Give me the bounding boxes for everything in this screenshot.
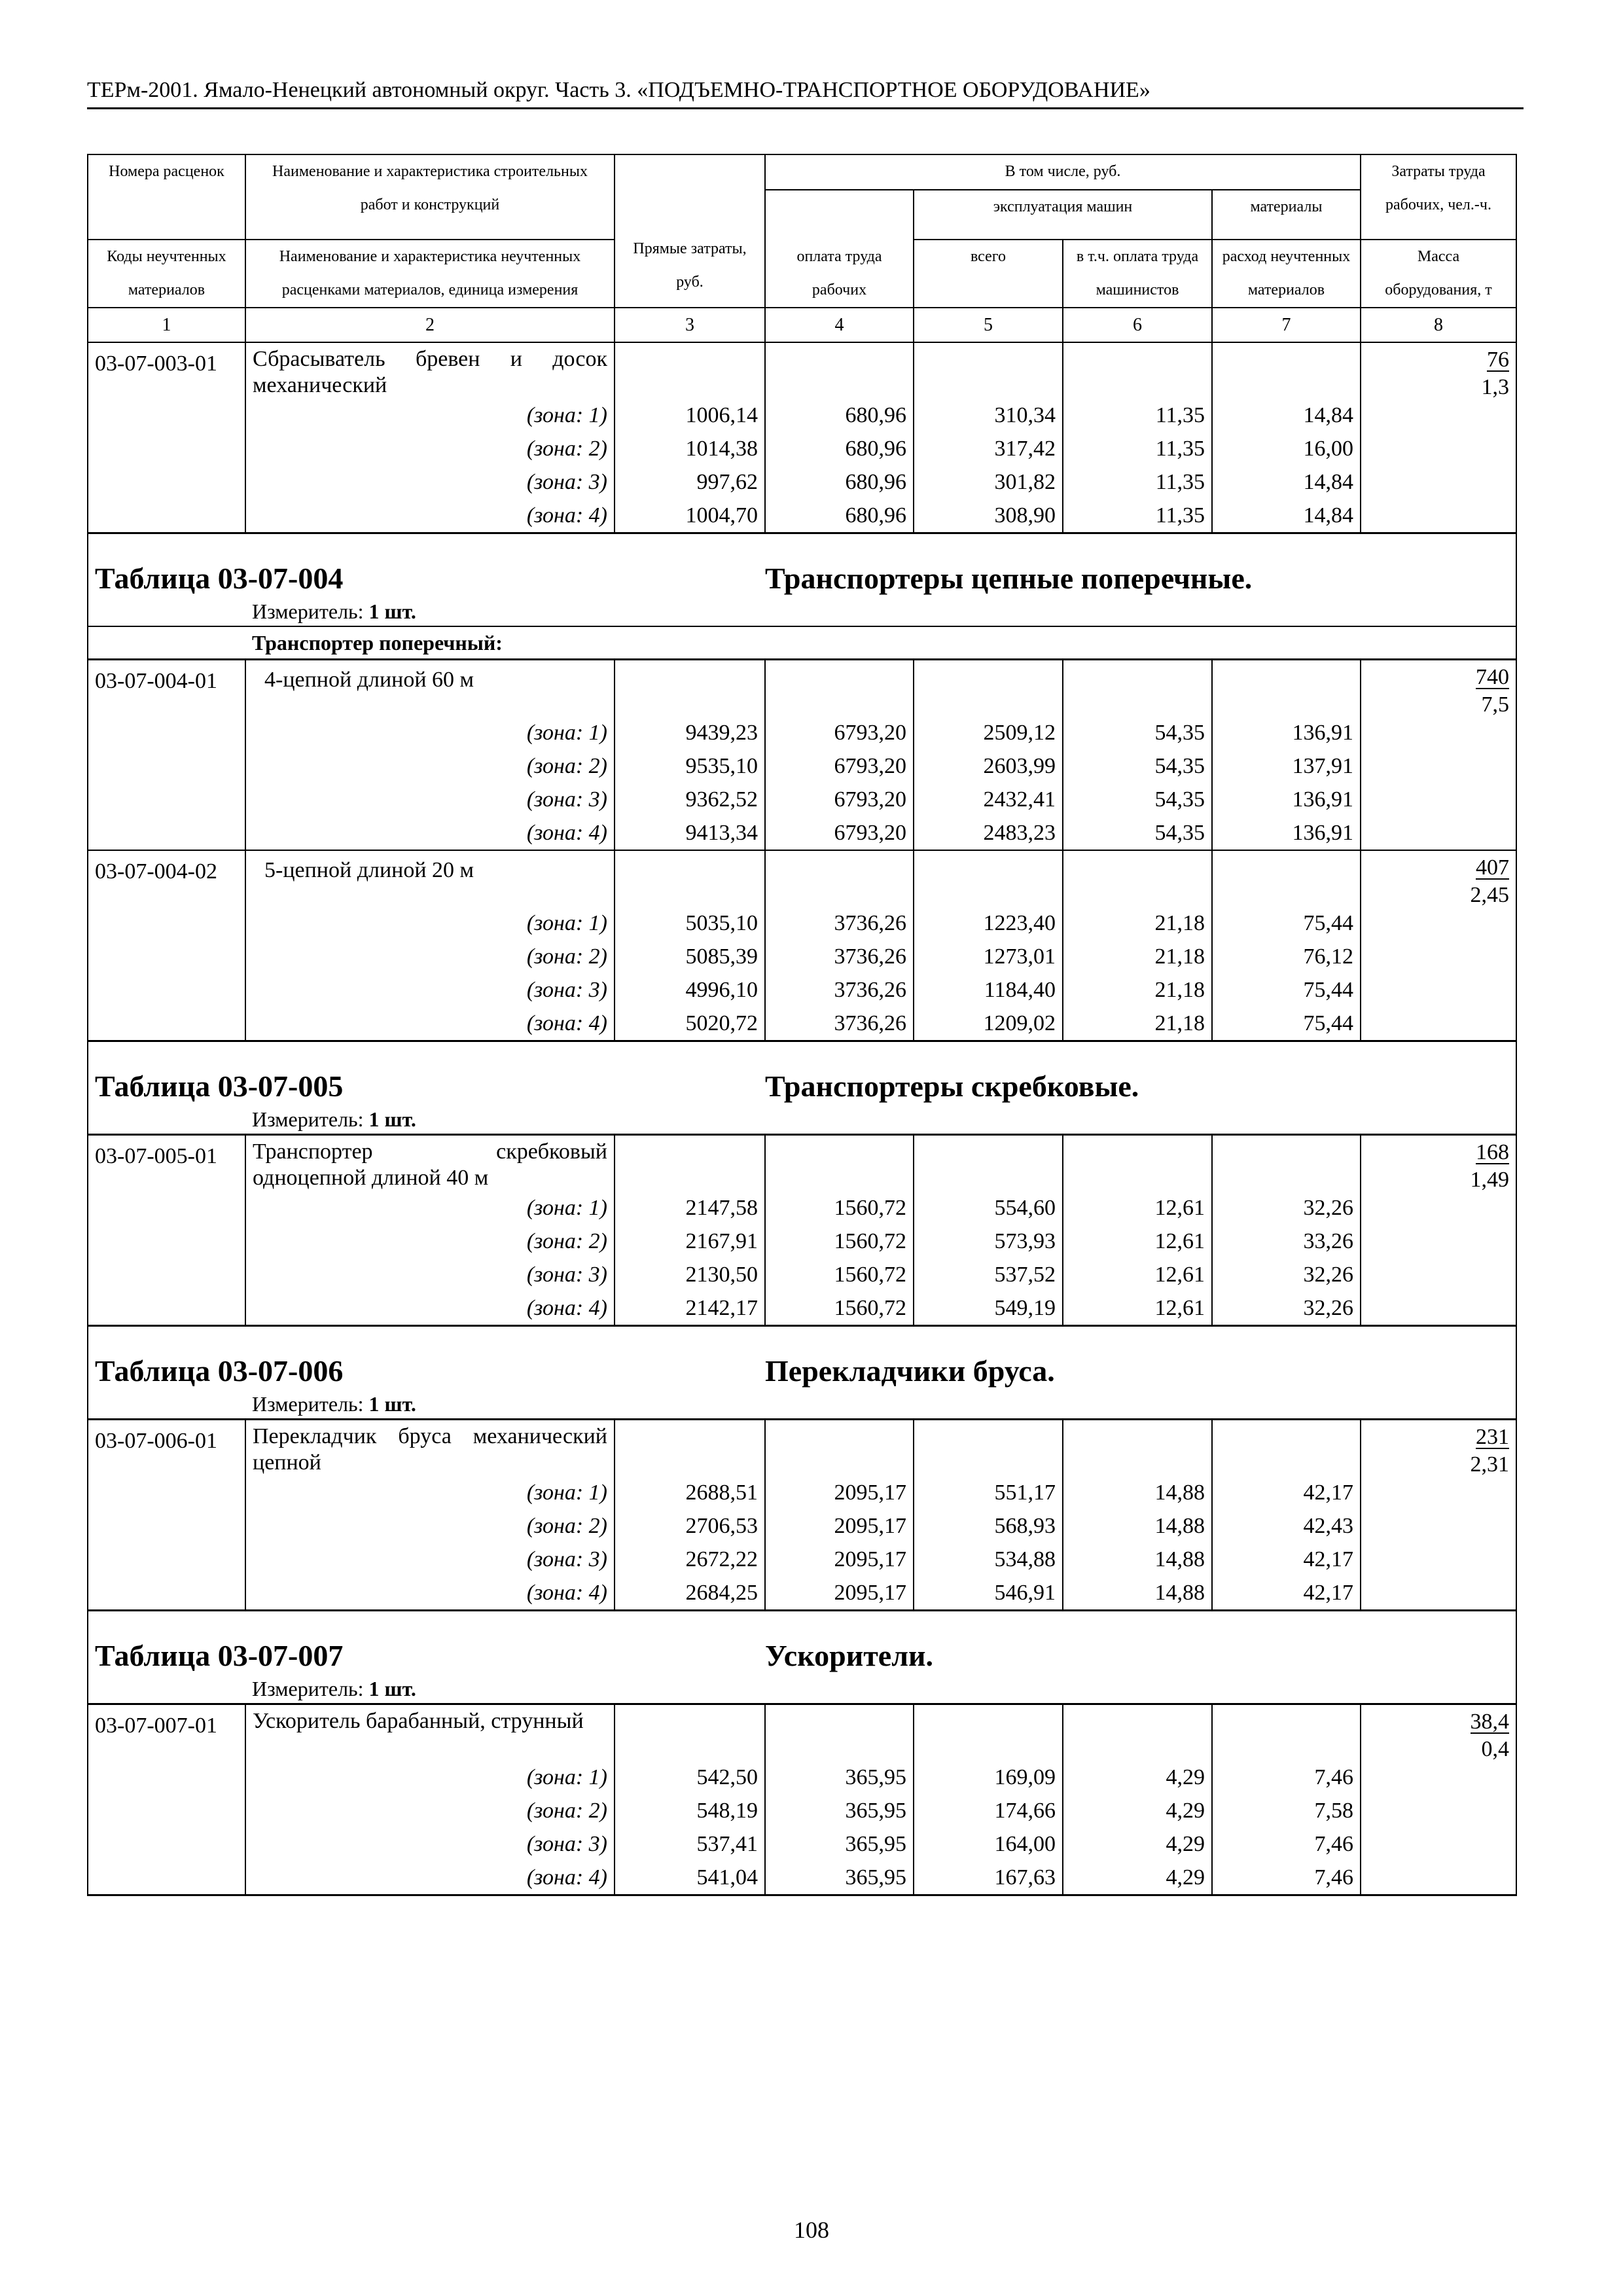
rate-code: 03-07-005-01 (88, 1135, 245, 1192)
mass-value: 2,31 (1470, 1452, 1509, 1477)
measure: Измеритель: 1 шт. (245, 597, 1516, 626)
column-number: 7 (1212, 308, 1361, 342)
table-row (88, 850, 1516, 906)
mass-value: 7,5 (1481, 692, 1509, 717)
table-id: Таблица 03-07-006 (88, 1326, 765, 1390)
col5-header: всего (914, 240, 1063, 308)
page-number: 108 (794, 2217, 829, 2243)
column-number: 6 (1063, 308, 1212, 342)
labor-mass (1361, 850, 1516, 906)
running-header: ТЕРм-2001. Ямало-Ненецкий автономный округ. Часть 3. «ПОДЪЕМНО-ТРАНСПОРТНОЕ ОБОРУДОВАНИЕ» (87, 77, 1524, 109)
table-id: Таблица 03-07-005 (88, 1041, 765, 1105)
table-row: (зона: 4) 1004,70 680,96 308,90 11,35 14,84 (88, 499, 1516, 533)
table-row (88, 342, 1516, 399)
col4-header: оплата труда рабочих (765, 190, 914, 308)
measure: Измеритель: 1 шт. (245, 1674, 1516, 1704)
col3-header: Прямые затраты, руб. (615, 154, 765, 308)
rate-code: 03-07-004-02 (88, 850, 245, 906)
table-id: Таблица 03-07-004 (88, 533, 765, 598)
table-row: (зона: 2) 2167,91 1560,72 573,93 12,61 33,26 (88, 1225, 1516, 1258)
incl-header: В том числе, руб. (765, 154, 1361, 190)
mass-value: 2,45 (1470, 883, 1509, 907)
table-row: (зона: 4) 5020,72 3736,26 1209,02 21,18 75,44 (88, 1007, 1516, 1041)
labor-value: 740 (1476, 665, 1509, 689)
labor-value: 168 (1476, 1140, 1509, 1164)
table-title: Транспортеры скребковые. (765, 1041, 1516, 1105)
table-row: (зона: 4) 541,04 365,95 167,63 4,29 7,46 (88, 1861, 1516, 1895)
column-number: 8 (1361, 308, 1516, 342)
work-name: 4-цепной длиной 60 м (245, 660, 615, 717)
rate-code: 03-07-003-01 (88, 342, 245, 399)
table-row: (зона: 2) 548,19 365,95 174,66 4,29 7,58 (88, 1794, 1516, 1827)
table-row: (зона: 2) 5085,39 3736,26 1273,01 21,18 76,12 (88, 940, 1516, 973)
table-row: (зона: 4) 9413,34 6793,20 2483,23 54,35 136,91 (88, 816, 1516, 850)
labor-mass (1361, 1420, 1516, 1477)
table-row: (зона: 1) 9439,23 6793,20 2509,12 54,35 136,91 (88, 716, 1516, 749)
table-row: (зона: 3) 537,41 365,95 164,00 4,29 7,46 (88, 1827, 1516, 1861)
col1-header: Номера расценок (88, 154, 245, 240)
work-name: 5-цепной длиной 20 м (245, 850, 615, 906)
labor-mass (1361, 1135, 1516, 1192)
table-row (88, 660, 1516, 717)
measure: Измеритель: 1 шт. (245, 1105, 1516, 1135)
table-id: Таблица 03-07-007 (88, 1611, 765, 1675)
table-row: (зона: 1) 1006,14 680,96 310,34 11,35 14,84 (88, 399, 1516, 432)
table-title: Перекладчики бруса. (765, 1326, 1516, 1390)
column-number: 3 (615, 308, 765, 342)
table-row: (зона: 2) 2706,53 2095,17 568,93 14,88 42,43 (88, 1509, 1516, 1543)
col7-header: расход неучтенных материалов (1212, 240, 1361, 308)
mass-value: 1,3 (1481, 375, 1509, 399)
rate-code: 03-07-006-01 (88, 1420, 245, 1477)
work-name: Перекладчик бруса механический цепной (245, 1420, 615, 1477)
col6-header: в т.ч. оплата труда машинистов (1063, 240, 1212, 308)
subheading: Транспортер поперечный: (245, 626, 1516, 660)
table-row: (зона: 3) 4996,10 3736,26 1184,40 21,18 75,44 (88, 973, 1516, 1007)
col2-header: Наименование и характеристика строительных работ и конструкций (245, 154, 615, 240)
col1-subheader: Коды неучтенных материалов (88, 240, 245, 308)
labor-mass (1361, 660, 1516, 717)
table-row (88, 1135, 1516, 1192)
table-row: (зона: 1) 542,50 365,95 169,09 4,29 7,46 (88, 1761, 1516, 1794)
rate-code: 03-07-007-01 (88, 1704, 245, 1761)
table-row: (зона: 4) 2684,25 2095,17 546,91 14,88 42,17 (88, 1576, 1516, 1611)
col8-subheader: Масса оборудования, т (1361, 240, 1516, 308)
mass-value: 1,49 (1470, 1168, 1509, 1192)
table-row: (зона: 4) 2142,17 1560,72 549,19 12,61 32,26 (88, 1291, 1516, 1326)
labor-mass (1361, 342, 1516, 399)
table-row (88, 1420, 1516, 1477)
table-row: (зона: 3) 2130,50 1560,72 537,52 12,61 32,26 (88, 1258, 1516, 1291)
column-number: 2 (245, 308, 615, 342)
table-title: Ускорители. (765, 1611, 1516, 1675)
col2-subheader: Наименование и характеристика неучтенных расценками материалов, единица измерения (245, 240, 615, 308)
work-name: Транспортер скребковый одноцепной длиной 40 м (245, 1135, 615, 1192)
column-number: 1 (88, 308, 245, 342)
column-number: 4 (765, 308, 914, 342)
labor-value: 407 (1476, 855, 1509, 880)
table-row: (зона: 3) 2672,22 2095,17 534,88 14,88 42,17 (88, 1543, 1516, 1576)
table-row: (зона: 3) 9362,52 6793,20 2432,41 54,35 136,91 (88, 783, 1516, 816)
materials-header: материалы (1212, 190, 1361, 240)
table-row: (зона: 2) 1014,38 680,96 317,42 11,35 16,00 (88, 432, 1516, 465)
work-name: Ускоритель барабанный, струнный (245, 1704, 615, 1761)
table-row (88, 1704, 1516, 1761)
labor-value: 231 (1476, 1425, 1509, 1449)
column-number: 5 (914, 308, 1063, 342)
table-title: Транспортеры цепные поперечные. (765, 533, 1516, 598)
table-row: (зона: 1) 2688,51 2095,17 551,17 14,88 42,17 (88, 1476, 1516, 1509)
labor-value: 76 (1487, 348, 1509, 372)
machines-header: эксплуатация машин (914, 190, 1212, 240)
measure: Измеритель: 1 шт. (245, 1390, 1516, 1420)
mass-value: 0,4 (1481, 1737, 1509, 1761)
col8-header: Затраты труда рабочих, чел.-ч. (1361, 154, 1516, 240)
table-row: (зона: 1) 2147,58 1560,72 554,60 12,61 32,26 (88, 1191, 1516, 1225)
rate-code: 03-07-004-01 (88, 660, 245, 717)
table-row: (зона: 1) 5035,10 3736,26 1223,40 21,18 75,44 (88, 906, 1516, 940)
table-row: (зона: 3) 997,62 680,96 301,82 11,35 14,84 (88, 465, 1516, 499)
labor-value: 38,4 (1470, 1710, 1509, 1734)
table-row: (зона: 2) 9535,10 6793,20 2603,99 54,35 137,91 (88, 749, 1516, 783)
work-name: Сбрасыватель бревен и досок механический (245, 342, 615, 399)
labor-mass (1361, 1704, 1516, 1761)
price-table (87, 154, 1517, 1896)
